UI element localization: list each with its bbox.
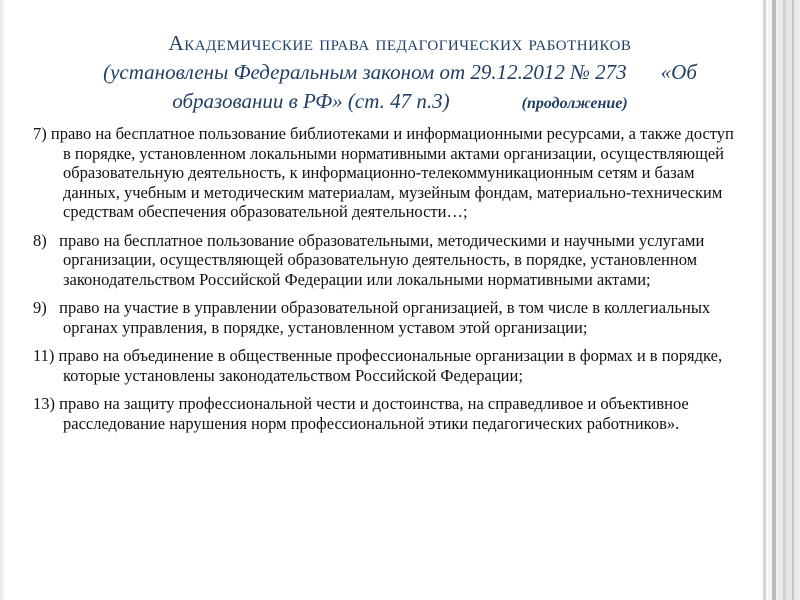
- subtitle-law-article: образовании в РФ» (ст. 47 п.3): [172, 89, 450, 113]
- item-text: право на объединение в общественные профессиональные организации в формах и в порядке, которые установлены законодательством Российской Федерации;: [58, 346, 723, 385]
- list-item: [33, 124, 743, 222]
- item-text: право на защиту профессиональной чести и достоинства, на справедливое и объективное расследование нарушения норм профессиональной этики педагогических работников».: [59, 394, 689, 433]
- continuation-label: (продолжение): [521, 95, 628, 112]
- right-border-line: [783, 0, 786, 600]
- list-item: [33, 298, 743, 337]
- left-border-decoration: [0, 0, 6, 600]
- right-border-line: [763, 0, 766, 600]
- right-border-decoration: [760, 0, 800, 600]
- item-text: право на участие в управлении образовательной организацией, в том числе в коллегиальных органах управления, в порядке, установленном уставом этой организации;: [59, 298, 711, 337]
- subtitle-law-reference: (установлены Федеральным законом от 29.12.2012 № 273: [103, 60, 627, 84]
- list-item: [33, 231, 743, 290]
- slide-subtitle-line-2: [40, 87, 760, 118]
- right-border-line: [792, 0, 794, 600]
- item-text: право на бесплатное пользование библиотеками и информационными ресурсами, а также доступ в порядке, установленном локальными нормативными актами организации, осуществляющей образовательную деятельность, к информационно-телекоммуникационным сетям и базам данных, учебным и методическим материалам, музейным фондам, материально-техническим средствам обеспечения образовательной деятельности…;: [50, 124, 734, 221]
- slide-title: Академические права педагогических работников: [168, 31, 632, 55]
- slide-title-block: [40, 28, 760, 118]
- slide-subtitle-line-1: [40, 58, 760, 87]
- item-number: 11): [33, 346, 55, 365]
- item-number: 9): [33, 298, 47, 317]
- item-number: 13): [33, 394, 55, 413]
- item-text: право на бесплатное пользование образовательными, методическими и научными услугами организации, осуществляющей образовательную деятельность, в порядке, установленном законодательством Российской Федерации или локальными нормативными актами;: [59, 230, 705, 289]
- rights-list: [33, 124, 743, 442]
- item-number: 7): [33, 124, 47, 143]
- list-item: [33, 394, 743, 433]
- right-border-line: [772, 0, 776, 600]
- subtitle-law-name-start: «Об: [660, 60, 697, 84]
- list-item: [33, 346, 743, 385]
- item-number: 8): [33, 230, 47, 250]
